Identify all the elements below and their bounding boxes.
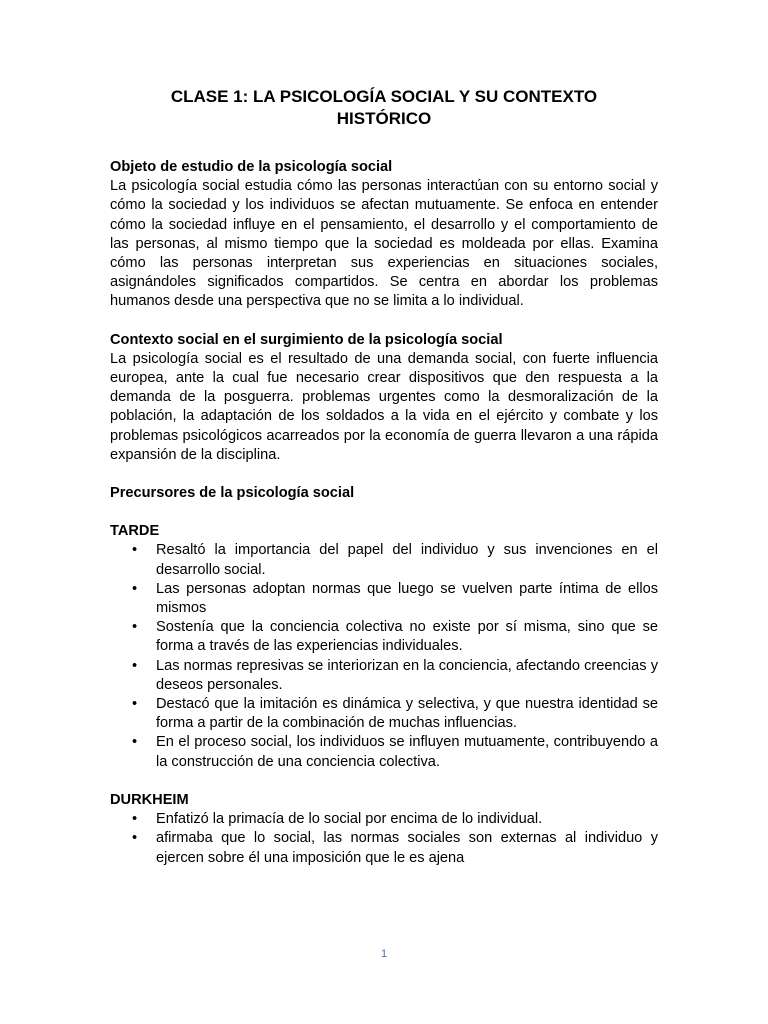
bullet-icon: • bbox=[132, 830, 138, 847]
list-item bbox=[110, 810, 658, 829]
author-block-tarde bbox=[110, 522, 658, 772]
section-paragraph: La psicología social estudia cómo las personas interactúan con su entorno social y cómo la sociedad y los individuos se afectan mutuamente. Se enfoca en entender cómo la sociedad influye en el pensamiento, el desarrollo y el comportamiento de las personas, al mismo tiempo que la sociedad es moldeada por ellas. Examina cómo las personas interpretan sus experiencias en situaciones sociales, asignándoles significados compartidos. Se centra en abordar los problemas humanos desde una perspectiva que no se limita a lo individual. bbox=[110, 178, 658, 310]
author-block-durkheim bbox=[110, 791, 658, 868]
list-item bbox=[110, 541, 658, 579]
section-contexto bbox=[110, 331, 658, 465]
document-title: CLASE 1: LA PSICOLOGÍA SOCIAL Y SU CONTEXTO HISTÓRICO bbox=[170, 87, 598, 128]
bullet-icon: • bbox=[132, 619, 138, 636]
bullet-icon: • bbox=[132, 542, 138, 559]
bullet-list bbox=[110, 810, 658, 868]
list-item bbox=[110, 618, 658, 656]
list-item-text: afirmaba que lo social, las normas sociales son externas al individuo y ejercen sobre él una imposición que le es ajena bbox=[156, 830, 658, 866]
list-item bbox=[110, 580, 658, 618]
section-heading: Precursores de la psicología social bbox=[110, 485, 355, 502]
list-item bbox=[110, 733, 658, 771]
document-content bbox=[110, 86, 658, 868]
bullet-icon: • bbox=[132, 657, 138, 674]
list-item bbox=[110, 829, 658, 867]
list-item-text: Resaltó la importancia del papel del individuo y sus invenciones en el desarrollo social. bbox=[156, 542, 658, 578]
section-heading: Objeto de estudio de la psicología social bbox=[110, 159, 393, 175]
author-heading: DURKHEIM bbox=[110, 791, 189, 808]
list-item-text: Las normas represivas se interiorizan en la conciencia, afectando creencias y deseos personales. bbox=[156, 657, 658, 693]
list-item-text: En el proceso social, los individuos se influyen mutuamente, contribuyendo a la construcción de una conciencia colectiva. bbox=[156, 734, 658, 770]
page-number: 1 bbox=[380, 948, 388, 960]
section-heading: Contexto social en el surgimiento de la psicología social bbox=[110, 331, 503, 348]
list-item-text: Enfatizó la primacía de lo social por encima de lo individual. bbox=[156, 811, 543, 828]
list-item-text: Destacó que la imitación es dinámica y selectiva, y que nuestra identidad se forma a partir de la combinación de muchas influencias. bbox=[156, 696, 658, 732]
list-item bbox=[110, 657, 658, 695]
bullet-icon: • bbox=[132, 696, 138, 713]
section-objeto bbox=[110, 158, 658, 312]
bullet-icon: • bbox=[132, 580, 138, 597]
list-item-text: Las personas adoptan normas que luego se vuelven parte íntima de ellos mismos bbox=[156, 580, 658, 617]
bullet-icon: • bbox=[132, 811, 138, 828]
list-item-text: Sostenía que la conciencia colectiva no existe por sí misma, sino que se forma a través de las experiencias individuales. bbox=[156, 619, 658, 655]
bullet-icon: • bbox=[132, 734, 138, 751]
author-heading: TARDE bbox=[110, 523, 160, 540]
section-precursores bbox=[110, 484, 658, 503]
bullet-list bbox=[110, 541, 658, 771]
list-item bbox=[110, 695, 658, 733]
section-paragraph: La psicología social es el resultado de una demanda social, con fuerte influencia europea, ante la cual fue necesario crear dispositivos que den respuesta a la demanda de la posguerra. problemas urgentes como la desmoralización de la población, la adaptación de los soldados a la vida en el ejército y combate y los problemas psicológicos acarreados por la economía de guerra llevaron a una rápida expansión de la disciplina. bbox=[110, 350, 658, 463]
